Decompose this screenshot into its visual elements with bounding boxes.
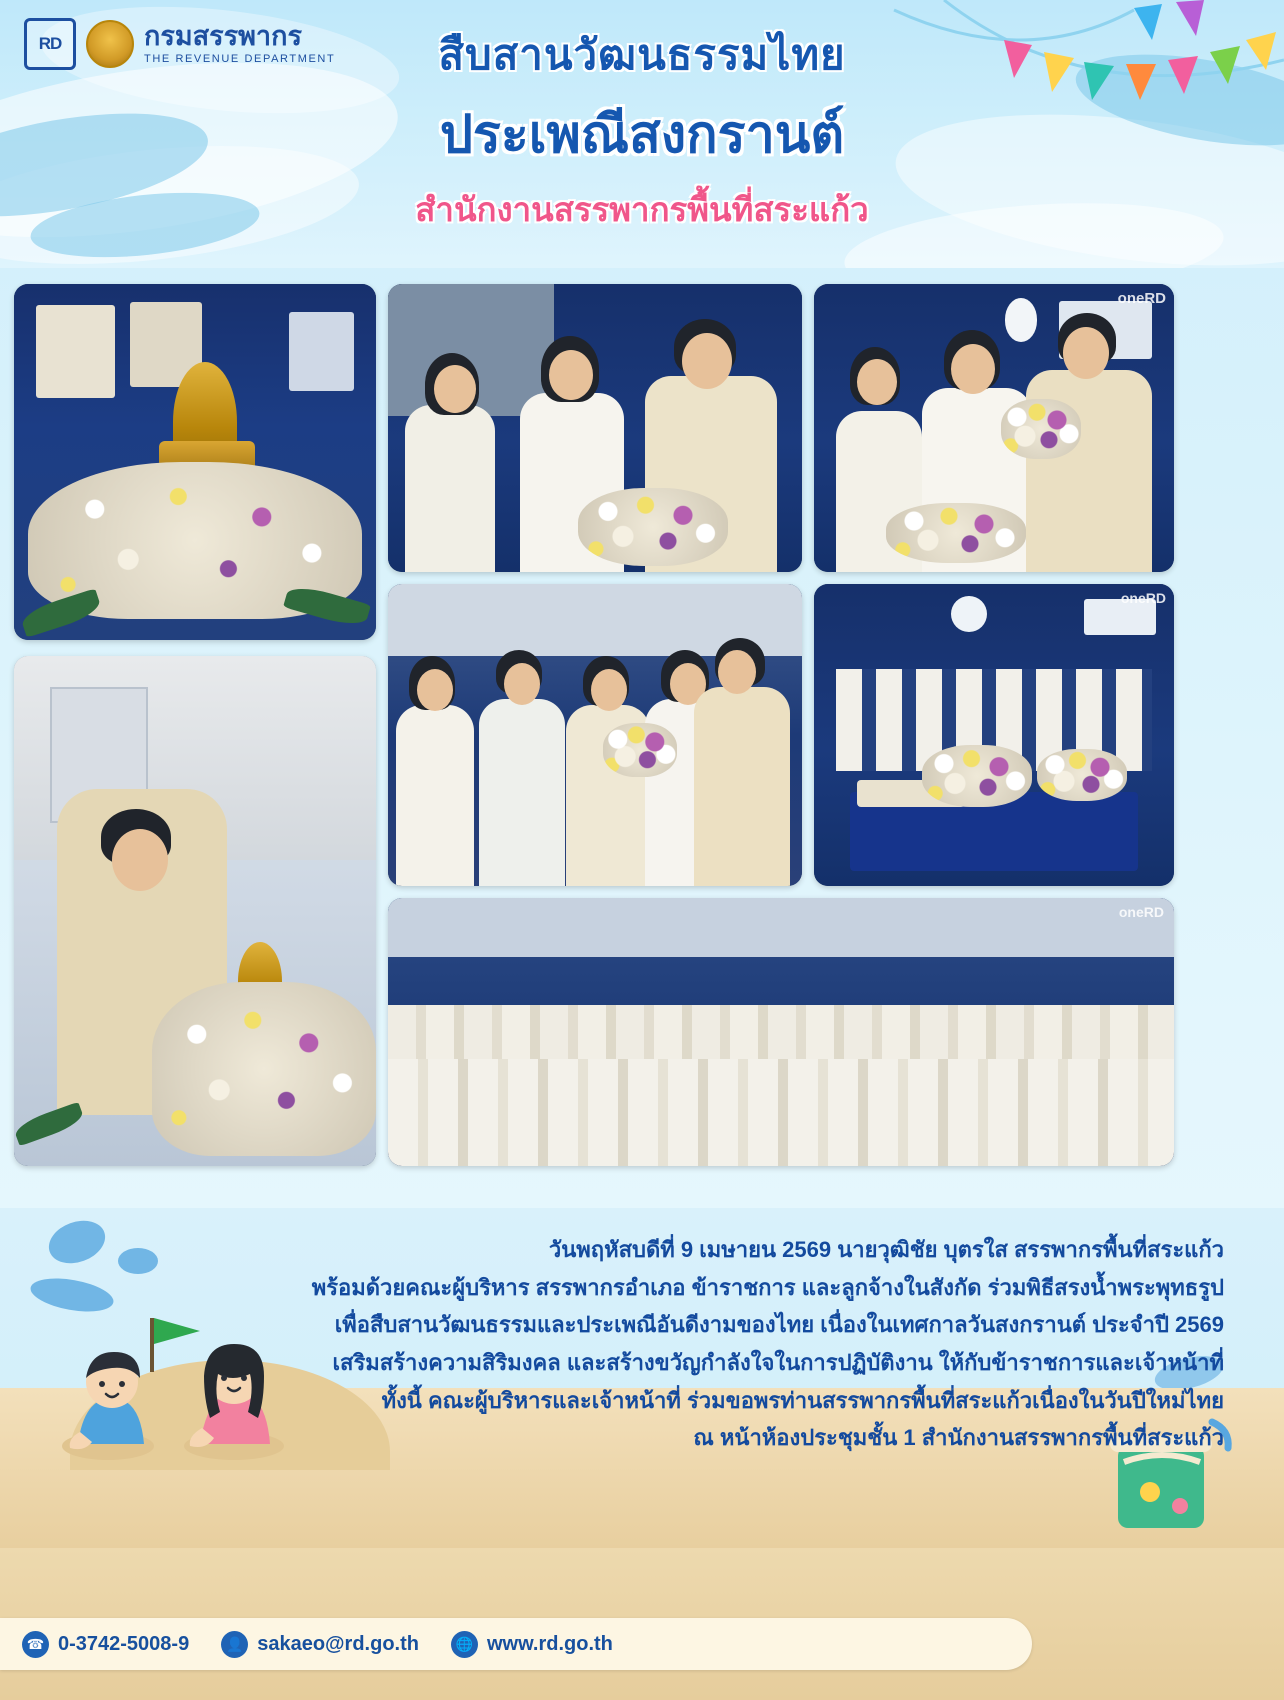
phone-icon: ☎: [22, 1631, 49, 1658]
photo-garland-offering: oneRD: [814, 284, 1174, 572]
water-splash-decoration: [28, 1273, 116, 1317]
caption-line: เสริมสร้างความสิริมงคล และสร้างขวัญกำลังใจในการปฏิบัติงาน ให้กับข้าราชการและเจ้าหน้าที่: [332, 1349, 1224, 1375]
contact-website[interactable]: [451, 1631, 613, 1658]
photo-buddha-flowers: [14, 284, 376, 640]
photo-staff-altar: oneRD: [814, 584, 1174, 886]
photo-greeting-group: [388, 284, 802, 572]
poster-title-block: [0, 22, 1284, 236]
title-line-2: ประเพณีสงกรานต์: [439, 106, 845, 164]
globe-icon: 🌐: [451, 1631, 478, 1658]
org-name-th: กรมสรรพากร: [144, 21, 302, 51]
email-address: sakaeo@rd.go.th: [257, 1632, 419, 1655]
water-splash-decoration: [43, 1213, 111, 1270]
contact-email[interactable]: [221, 1631, 419, 1658]
rd-logo-mark: RD: [24, 18, 76, 70]
water-splash-decoration: [118, 1248, 158, 1274]
caption-text: [300, 1232, 1224, 1458]
photo-water-pouring: [14, 656, 376, 1166]
contact-bar: [0, 1618, 1032, 1670]
girl-character-illustration: [176, 1324, 296, 1464]
caption-line: ณ หน้าห้องประชุมชั้น 1 สำนักงานสรรพากรพื้นที่สระแก้ว: [693, 1425, 1224, 1451]
caption-panel: [0, 1208, 1284, 1548]
photo-gallery: [0, 268, 1284, 1188]
photo-executives-line: [388, 584, 802, 886]
person-icon: 👤: [221, 1631, 248, 1658]
poster-header: [0, 0, 1284, 268]
title-line-3: สำนักงานสรรพากรพื้นที่สระแก้ว: [415, 191, 869, 228]
website-url: www.rd.go.th: [486, 1632, 613, 1655]
caption-line: ทั้งนี้ คณะผู้บริหารและเจ้าหน้าที่ ร่วมขอพรท่านสรรพากรพื้นที่สระแก้วเนื่องในวันปีใหม่ไทย: [381, 1387, 1224, 1413]
phone-number: 0-3742-5008-9: [58, 1632, 190, 1655]
title-line-1: สืบสานวัฒนธรรมไทย: [438, 31, 846, 78]
caption-line: พร้อมด้วยคณะผู้บริหาร สรรพากรอำเภอ ข้าราชการ และลูกจ้างในสังกัด ร่วมพิธีสรงน้ำพระพุทธรูป: [311, 1274, 1224, 1300]
caption-line: วันพฤหัสบดีที่ 9 เมษายน 2569 นายวุฒิชัย บุตรใส สรรพากรพื้นที่สระแก้ว: [548, 1237, 1224, 1262]
contact-phone[interactable]: [22, 1631, 189, 1658]
photo-group-large: oneRD: [388, 898, 1174, 1166]
caption-line: เพื่อสืบสานวัฒนธรรมและประเพณีอันดีงามของไทย เนื่องในเทศกาลวันสงกรานต์ ประจำปี 2569: [334, 1312, 1224, 1338]
poster-footer: [0, 1548, 1284, 1700]
org-name-en: THE REVENUE DEPARTMENT: [144, 53, 336, 65]
boy-character-illustration: [58, 1334, 168, 1464]
